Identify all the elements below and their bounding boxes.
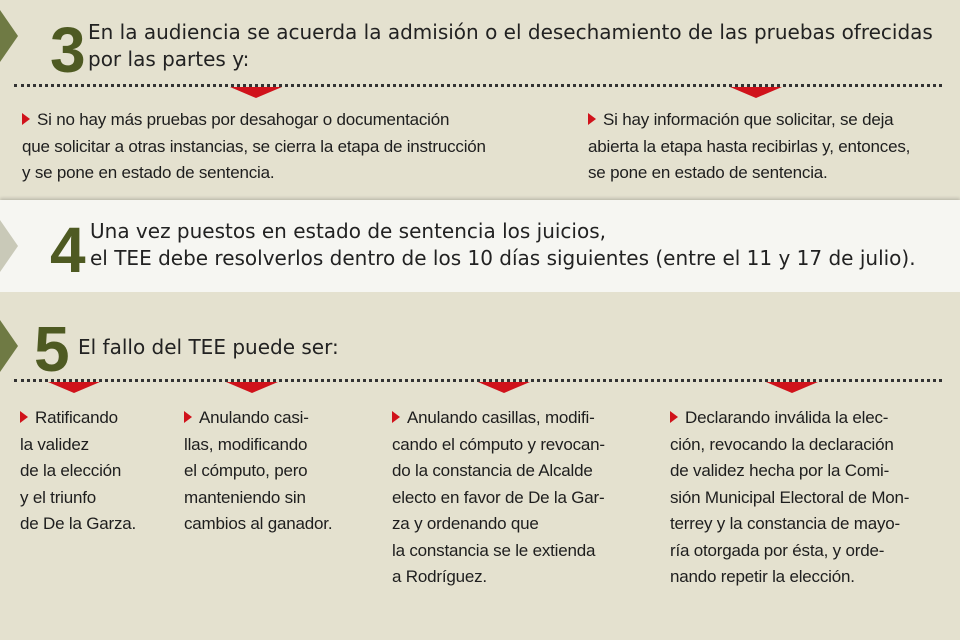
option-line: terrey y la constancia de mayo- bbox=[670, 514, 901, 533]
step-4-section bbox=[0, 200, 960, 292]
option-line: ría otorgada por ésta, y orde- bbox=[670, 540, 885, 560]
option-card bbox=[392, 405, 605, 591]
down-arrow-marker bbox=[230, 87, 282, 98]
option-line: y se pone en estado de sentencia. bbox=[22, 163, 275, 182]
section-arrow-tab bbox=[0, 220, 18, 272]
down-arrow-marker bbox=[478, 382, 530, 393]
option-line: electo en favor de De la Gar- bbox=[392, 487, 605, 507]
option-line: se pone en estado de sentencia. bbox=[588, 163, 828, 182]
step-heading bbox=[90, 218, 916, 272]
step-heading: El fallo del TEE puede ser: bbox=[78, 335, 339, 359]
option-line: Declarando inválida la elec- bbox=[685, 408, 889, 427]
heading-line: el TEE debe resolverlos dentro de los 10 días siguientes (entre el 11 y 17 de julio). bbox=[90, 246, 916, 270]
red-bullet-icon bbox=[184, 411, 192, 423]
option-line: de De la Garza. bbox=[20, 514, 137, 533]
option-line: cando el cómputo y revocan- bbox=[392, 434, 605, 454]
option-line: manteniendo sin bbox=[184, 487, 306, 507]
red-bullet-icon bbox=[22, 113, 30, 125]
dotted-divider bbox=[14, 84, 942, 87]
heading-line: Una vez puestos en estado de sentencia los juicios, bbox=[90, 219, 606, 243]
option-line: la validez bbox=[20, 434, 89, 454]
option-line: ción, revocando la declaración bbox=[670, 434, 894, 454]
section-arrow-tab bbox=[0, 320, 18, 372]
option-line: la constancia se le extienda bbox=[392, 540, 596, 560]
heading-line: por las partes y: bbox=[88, 47, 250, 71]
step-heading bbox=[88, 19, 933, 73]
option-line: a Rodríguez. bbox=[392, 567, 487, 586]
option-card bbox=[22, 107, 486, 187]
red-bullet-icon bbox=[670, 411, 678, 423]
heading-line: En la audiencia se acuerda la admisión o el desechamiento de las pruebas ofrecidas bbox=[88, 20, 933, 44]
option-card bbox=[588, 107, 910, 187]
option-line: Anulando casillas, modifi- bbox=[407, 408, 595, 427]
step-5-section bbox=[0, 292, 960, 640]
option-line: abierta la etapa hasta recibirlas y, entonces, bbox=[588, 136, 911, 156]
step-number: 5 bbox=[34, 313, 70, 385]
down-arrow-marker bbox=[730, 87, 782, 98]
step-number: 4 bbox=[50, 214, 86, 286]
red-bullet-icon bbox=[392, 411, 400, 423]
option-line: Anulando casi- bbox=[199, 408, 309, 427]
option-card bbox=[184, 405, 332, 538]
option-line: que solicitar a otras instancias, se cierra la etapa de instrucción bbox=[22, 136, 486, 156]
option-line: llas, modificando bbox=[184, 434, 308, 454]
option-line: Si no hay más pruebas por desahogar o documentación bbox=[37, 110, 450, 129]
option-line: za y ordenando que bbox=[392, 514, 539, 533]
section-arrow-tab bbox=[0, 10, 18, 62]
option-card bbox=[20, 405, 136, 538]
option-line: Ratificando bbox=[35, 408, 118, 427]
option-card bbox=[670, 405, 909, 591]
option-line: nando repetir la elección. bbox=[670, 567, 855, 586]
option-line: sión Municipal Electoral de Mon- bbox=[670, 487, 910, 507]
step-3-section bbox=[0, 0, 960, 200]
down-arrow-marker bbox=[226, 382, 278, 393]
option-line: el cómputo, pero bbox=[184, 461, 308, 480]
red-bullet-icon bbox=[20, 411, 28, 423]
red-bullet-icon bbox=[588, 113, 596, 125]
option-line: de la elección bbox=[20, 461, 122, 480]
option-line: cambios al ganador. bbox=[184, 514, 333, 533]
step-number: 3 bbox=[50, 14, 86, 86]
down-arrow-marker bbox=[48, 382, 100, 393]
down-arrow-marker bbox=[766, 382, 818, 393]
option-line: do la constancia de Alcalde bbox=[392, 461, 593, 480]
option-line: Si hay información que solicitar, se deja bbox=[603, 110, 894, 129]
option-line: y el triunfo bbox=[20, 487, 97, 507]
option-line: de validez hecha por la Comi- bbox=[670, 461, 890, 480]
